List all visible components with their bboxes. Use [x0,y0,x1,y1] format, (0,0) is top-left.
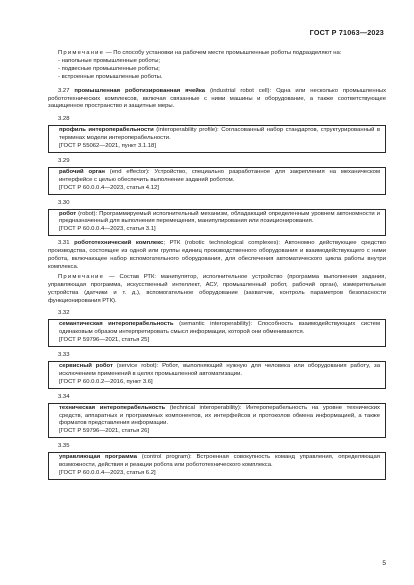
clause-number: 3.33 [58,352,70,359]
term-source: [ГОСТ Р 60.0.0.4—2023, статья 3.1] [59,226,156,233]
term-block-3-28 [48,125,386,153]
term-text: Встроенная совокупность команд управления, определяющая возможности, действия и реакции робота или робототехнического комплекса. [59,454,380,469]
term-text: Одна или несколько промышленных робототехнических комплексов, включая связанные с ними машины и оборудование, а также соответствующее защищенное пространство и защитные меры. [48,87,387,110]
term-definition [59,169,380,185]
term-definition [59,211,380,227]
term-english: (industrial robot cell): [205,87,277,94]
term-source: [ГОСТ Р 60.0.0.2—2016, пункт 3.6] [59,378,153,385]
term-english: (semantic interoperability): [173,321,258,328]
term-definition [59,321,380,337]
note-text: — Состав РТК: манипулятор, исполнительное устройство (программа выполнения задания, управляющая программа, искусственный интеллект, АСУ, промышленный робот, рабочий орган), измерительные устройства (датчики и т. д.), вспомогательное оборудование (захватчик, контроль параметров безопасности функционирования РТК). [48,273,386,304]
clause-number: 3.28 [58,116,70,123]
clause-number: 3.30 [58,199,70,206]
term-name: робототехнический комплекс [74,240,164,247]
term-name: управляющая программа [59,454,137,461]
term-english: (interoperability profile): [153,127,222,134]
term-block-3-30 [48,209,386,237]
note-label: Примечание [58,273,105,280]
term-text: Программируемый исполнительный механизм, обладающий определенным уровнем автономности и предназначенный для выполнения перемещения, манипулирования или позиционирования. [59,210,380,225]
term-source: [ГОСТ Р 59796—2021, статья 25] [59,337,150,344]
clause-number: 3.31 [58,240,70,247]
term-name: семантическая интероперабельность [59,321,174,328]
term-text: Способность взаимодействующих систем одинаковым образом интерпретировать смысл информации, которой они обмениваются. [59,321,381,336]
term-text: Устройство, специально разработанное для закрепления на механическом интерфейсе с целью обеспечить выполнение заданий роботом. [59,168,380,183]
term-definition [59,363,380,379]
note-paragraph [58,50,386,58]
page-content [48,50,386,480]
clause-number: 3.34 [58,393,70,400]
clause-number: 3.32 [58,310,70,317]
term-english: ; РТК (robotic technological complexes): [163,240,285,247]
document-id: ГОСТ Р 71063—2023 [309,28,384,37]
clause-number: 3.35 [58,443,70,450]
term-english: (robot): [76,210,100,217]
term-definition [59,127,380,143]
term-name: рабочий орган [59,168,105,175]
note-list-item: - подвесные промышленные роботы; [58,65,160,72]
term-source: [ГОСТ Р 59796—2021, статья 26] [59,428,150,435]
note-list-item: - напольные промышленные роботы; [58,57,161,64]
term-english: (technical interoperability): [165,404,247,411]
clause-number: 3.29 [58,157,70,164]
term-text: Интероперабельность на уровне технических средств, аппаратных и программных компонентов, их интерфейсов и протоколов обмена информацией, а также форматов представления информации. [59,404,380,427]
term-block-3-35 [48,452,386,480]
note-text: — По способу установки на рабочем месте промышленные роботы подразделяют на: [104,50,342,56]
term-source: [ГОСТ Р 60.0.0.4—2023, статья 4.12] [59,184,159,191]
clause-number: 3.27 [58,87,70,94]
term-block-3-32 [48,319,386,347]
term-definition-3-27 [48,88,386,112]
term-text: Автономно действующее средство производства, состоящее из одной или группы единиц производственного оборудования и взаимодействующего с ними робота, включающее набор вспомогательного оборудования, для обеспечения автоматического цикла работы внутри комплекса. [48,240,386,270]
term-text: Робот, выполняющий нужную для человека или оборудования работу, за исключением применений в целях промышленной автоматизации. [59,363,381,377]
term-source: [ГОСТ Р 55062—2021, пункт 3.1.18] [59,143,156,150]
term-definition [59,454,380,470]
term-definition-3-31 [48,240,386,272]
term-name: сервисный робот [59,363,113,369]
term-name: робот [59,210,77,217]
term-name: техническая интероперабельность [59,404,166,411]
note-paragraph [48,274,386,306]
term-definition [59,405,380,429]
term-block-3-29 [48,167,386,195]
note-list-item: - встроенные промышленные роботы. [58,73,163,80]
page-number: 5 [382,560,386,567]
term-english: (service robot): [112,363,163,369]
term-source: [ГОСТ Р 60.0.0.4—2023, статья 6.2] [59,469,156,476]
term-block-3-33 [48,361,386,389]
note-label: Примечание [58,50,105,56]
term-english: (end effector): [104,168,155,175]
term-text: Согласованный набор стандартов, структурированный в терминах модели интероперабельности. [59,127,381,142]
term-block-3-34 [48,403,386,439]
term-english: (control program): [136,454,197,461]
term-name: профиль интероперабельности [59,127,154,134]
term-name: промышленная роботизированная ячейка [74,87,206,94]
